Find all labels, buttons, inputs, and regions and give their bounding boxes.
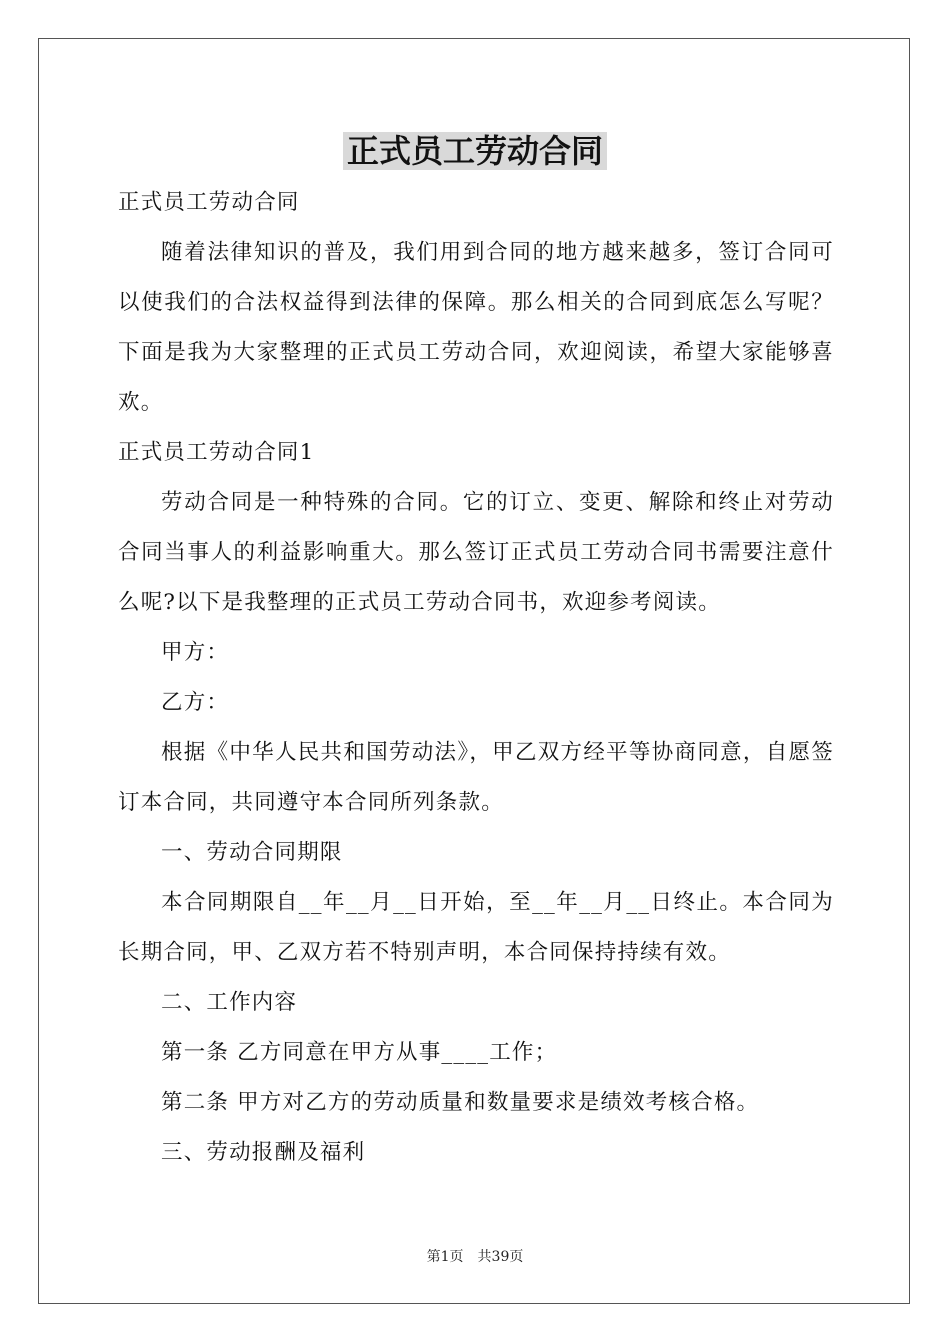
paragraph: 劳动合同是一种特殊的合同。它的订立、变更、解除和终止对劳动合同当事人的利益影响重大。那么签订正式员工劳动合同书需要注意什么呢?以下是我整理的正式员工劳动合同书，欢迎参考阅读。 <box>118 490 834 615</box>
paragraph: 正式员工劳动合同 <box>118 190 300 215</box>
paragraph: 乙方： <box>161 690 230 715</box>
paragraph: 正式员工劳动合同1 <box>118 440 315 465</box>
page-number: 第1页 <box>426 1249 464 1265</box>
paragraph: 甲方： <box>161 640 230 665</box>
paragraph: 第一条 乙方同意在甲方从事____工作； <box>161 1040 558 1065</box>
document-body <box>118 178 834 1178</box>
section-heading: 三、劳动报酬及福利 <box>161 1140 366 1165</box>
section-heading: 一、劳动合同期限 <box>161 840 343 865</box>
document-title <box>0 128 950 174</box>
paragraph: 根据《中华人民共和国劳动法》，甲乙双方经平等协商同意，自愿签订本合同，共同遵守本合同所列条款。 <box>118 740 834 815</box>
document-title-text: 正式员工劳动合同 <box>343 132 607 170</box>
paragraph: 随着法律知识的普及，我们用到合同的地方越来越多，签订合同可以使我们的合法权益得到法律的保障。那么相关的合同到底怎么写呢？下面是我为大家整理的正式员工劳动合同，欢迎阅读，希望大家能够喜欢。 <box>118 240 834 415</box>
page-total: 共39页 <box>477 1249 524 1265</box>
page-footer <box>0 1247 950 1267</box>
paragraph: 本合同期限自__年__月__日开始，至__年__月__日终止。本合同为长期合同，甲、乙双方若不特别声明，本合同保持持续有效。 <box>118 890 834 965</box>
section-heading: 二、工作内容 <box>161 990 298 1015</box>
paragraph: 第二条 甲方对乙方的劳动质量和数量要求是绩效考核合格。 <box>161 1090 760 1115</box>
